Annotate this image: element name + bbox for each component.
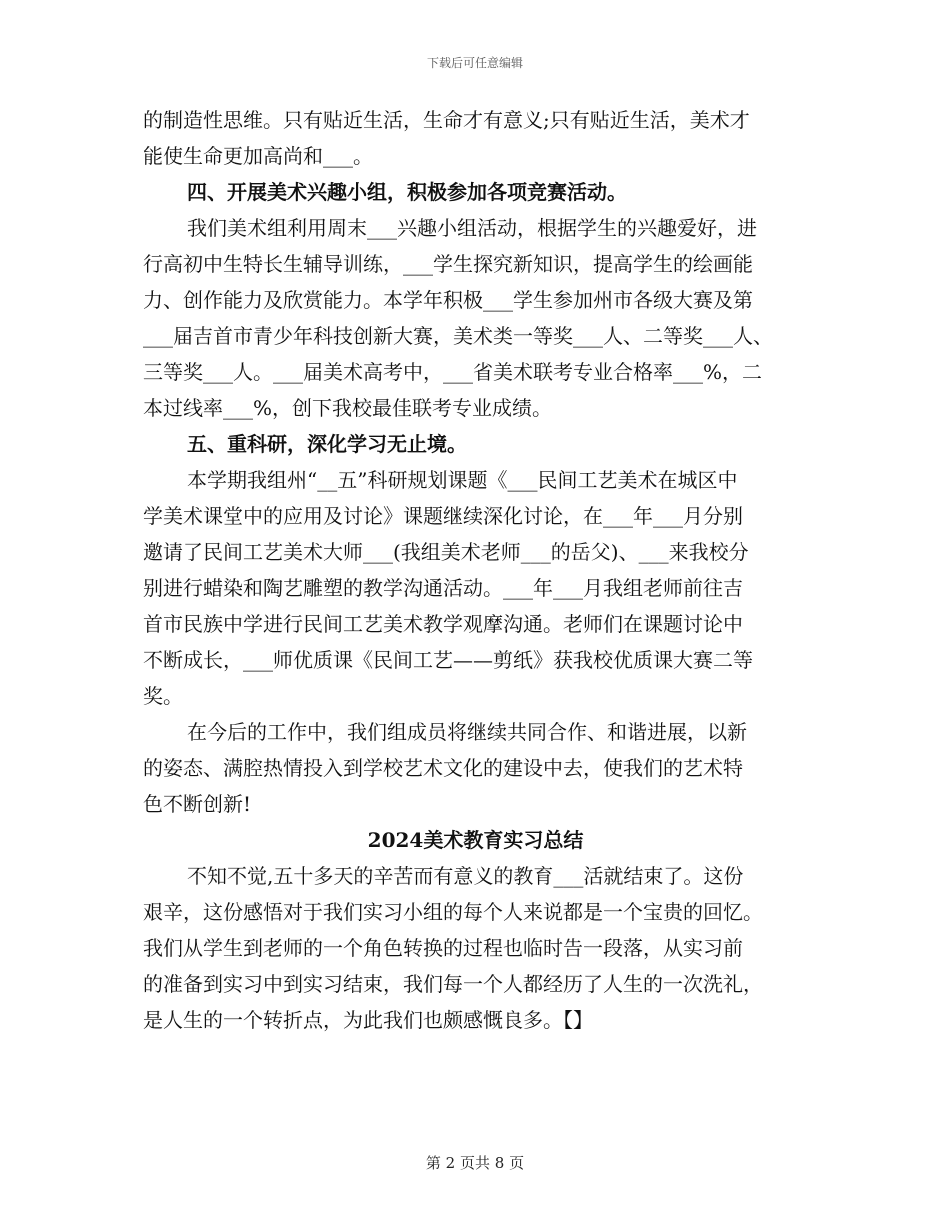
paragraph-line: 行高初中生特长生辅导训练，___学生探究新知识，提高学生的绘画能 (143, 252, 753, 276)
paragraph-line: 本过线率___%，创下我校最佳联考专业成绩。 (143, 396, 553, 420)
paragraph-line: 不断成长，___师优质课《民间工艺——剪纸》获我校优质课大赛二等 (143, 648, 753, 672)
section-heading-4: 四、开展美术兴趣小组，积极参加各项竞赛活动。 (187, 180, 627, 204)
page-header: 下载后可任意编辑 (426, 56, 523, 70)
paragraph-line: 我们从学生到老师的一个角色转换的过程也临时告一段落，从实习前 (143, 936, 743, 960)
page-footer: 第 2 页共 8 页 (425, 1154, 525, 1172)
document-body (143, 102, 808, 1038)
paragraph-line: 本学期我组州“__五”科研规划课题《___民间工艺美术在城区中 (187, 468, 738, 492)
section-heading-5: 五、重科研，深化学习无止境。 (187, 432, 467, 456)
paragraph-line: 的姿态、满腔热情投入到学校艺术文化的建设中去，使我们的艺术特 (143, 756, 743, 780)
paragraph-line: 能使生命更加高尚和___。 (143, 144, 373, 168)
paragraph-line: 力、创作能力及欣赏能力。本学年积极___学生参加州市各级大赛及第 (143, 288, 753, 312)
paragraph-line: 色不断创新! (143, 792, 252, 816)
paragraph-line: 首市民族中学进行民间工艺美术教学观摩沟通。老师们在课题讨论中 (143, 612, 743, 636)
paragraph-line: 奖。 (143, 684, 183, 708)
paragraph-line: 学美术课堂中的应用及讨论》课题继续深化讨论，在___年___月分别 (143, 504, 743, 528)
paragraph-line: 我们美术组利用周末___兴趣小组活动，根据学生的兴趣爱好，进 (187, 216, 757, 240)
paragraph-line: 不知不觉,五十多天的辛苦而有意义的教育___活就结束了。这份 (187, 864, 744, 888)
paragraph-line: 别进行蜡染和陶艺雕塑的教学沟通活动。___年___月我组老师前往吉 (143, 576, 743, 600)
document-title: 2024美术教育实习总结 (367, 828, 584, 852)
paragraph-line: 是人生的一个转折点，为此我们也颇感慨良多。【】 (143, 1008, 593, 1032)
paragraph-line: 的制造性思维。只有贴近生活，生命才有意义;只有贴近生活，美术才 (143, 108, 750, 132)
paragraph-line: 三等奖___人。___届美术高考中，___省美术联考专业合格率___%，二 (143, 360, 763, 384)
paragraph-line: 在今后的工作中，我们组成员将继续共同合作、和谐进展，以新 (187, 720, 747, 744)
paragraph-line: ___届吉首市青少年科技创新大赛，美术类一等奖___人、二等奖___人、 (143, 324, 773, 348)
paragraph-line: 艰辛，这份感悟对于我们实习小组的每个人来说都是一个宝贵的回忆。 (143, 900, 763, 924)
paragraph-line: 的准备到实习中到实习结束，我们每一个人都经历了人生的一次洗礼， (143, 972, 763, 996)
paragraph-line: 邀请了民间工艺美术大师___(我组美术老师___的岳父)、___来我校分 (143, 540, 749, 564)
